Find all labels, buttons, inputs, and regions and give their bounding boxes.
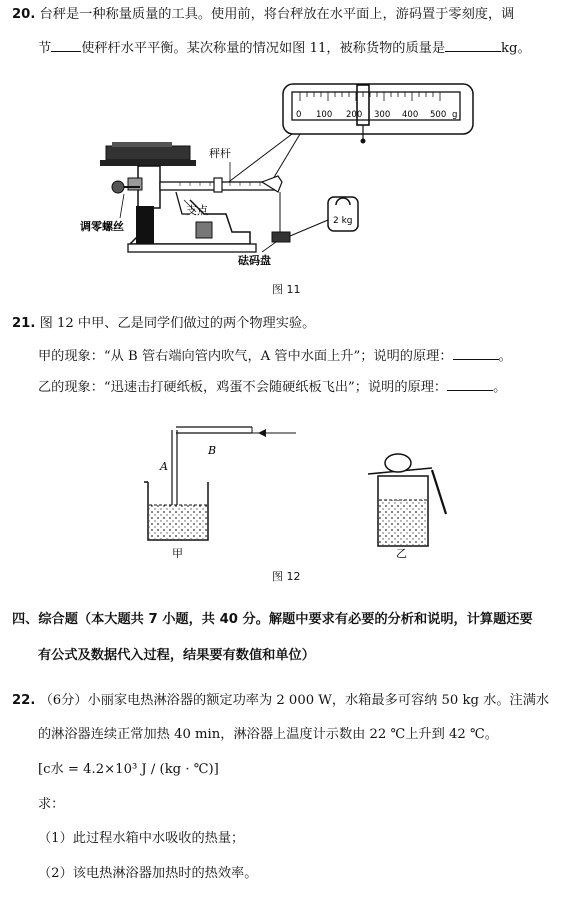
q22-text-line1: （6分）小丽家电热淋浴器的额定功率为 2 000 W，水箱最多可容纳 50 kg 水。注满水: [39, 693, 550, 708]
label-yi: 乙: [396, 547, 407, 560]
airflow-arrow-head: [258, 429, 266, 437]
q21-jia-line: [38, 347, 512, 366]
q21-yi-end: 。: [493, 380, 507, 395]
label-a: A: [160, 460, 168, 473]
q21-yi-text: 乙的现象：“迅速击打硬纸板，鸡蛋不会随硬纸板飞出”；说明的原理：: [38, 380, 448, 395]
striking-stick: [432, 470, 446, 514]
q21-blank-jia[interactable]: [453, 347, 499, 360]
tick-label-0: 0: [296, 110, 302, 120]
egg: [385, 454, 411, 472]
q22-number: 22.: [12, 693, 36, 708]
figure-12-caption: 图 12: [272, 570, 301, 583]
tick-label-100: 100: [316, 110, 333, 120]
tick-label-unit: g: [452, 110, 458, 120]
q22-sub2: （2）该电热淋浴器加热时的热效率。: [38, 866, 258, 881]
water-yi: [379, 500, 427, 545]
q21-intro-line: [12, 315, 315, 333]
q22-sub1: （1）此过程水箱中水吸收的热量；: [38, 831, 245, 846]
q20-unit: kg。: [501, 41, 531, 56]
q21-number: 21.: [12, 316, 36, 331]
platform-pan: [106, 146, 190, 160]
tick-label-300: 300: [374, 110, 391, 120]
q22-line2: 的淋浴器连续正常加热 40 min，淋浴器上温度计示数由 22 ℃上升到 42 ℃。: [38, 727, 498, 742]
q21-blank-yi[interactable]: [447, 378, 493, 391]
label-fulcrum: 支点: [186, 204, 208, 217]
q21-jia-text: 甲的现象：“从 B 管右端向管内吹气，A 管中水面上升”；说明的原理：: [38, 349, 453, 364]
zero-screw-knob: [112, 181, 124, 193]
label-jia: 甲: [172, 547, 183, 560]
tick-label-200: 200: [346, 110, 363, 120]
q21-intro: 图 12 中甲、乙是同学们做过的两个物理实验。: [39, 316, 316, 331]
q21-yi-line: [38, 378, 506, 397]
water-jia: [149, 505, 207, 539]
q20-text-line2b: 使秤杆水平平衡。某次称量的情况如图 11，被称货物的质量是: [81, 41, 446, 56]
q21-jia-end: 。: [498, 349, 512, 364]
q20-text-line2a: 节: [38, 41, 52, 56]
section-4-heading-line1: 四、综合题（本大题共 7 小题，共 40 分。解题中要求有必要的分析和说明，计算题还要: [12, 612, 533, 627]
q20-number: 20.: [12, 7, 36, 22]
q22-ask: 求：: [38, 797, 65, 812]
q20-text-line1: 台秤是一种称量质量的工具。使用前，将台秤放在水平面上，游码置于零刻度，调: [39, 7, 515, 22]
label-beam: 秤杆: [209, 147, 231, 160]
figure-11-caption: 图 11: [272, 283, 301, 296]
label-weight-pan: 砝码盘: [238, 254, 271, 267]
section-4-heading-line2: 有公式及数据代入过程，结果要有数值和单位）: [38, 648, 315, 663]
label-zero-screw: 调零螺丝: [80, 220, 124, 233]
weight-pan: [272, 232, 290, 242]
q22-line1: [12, 692, 549, 710]
slider-rider: [214, 178, 222, 192]
weight-label: 2 kg: [333, 216, 353, 226]
q22-formula: [c水 = 4.2×10³ J / (kg · ℃)]: [38, 762, 219, 777]
tick-label-400: 400: [402, 110, 419, 120]
tick-label-500: 500: [430, 110, 447, 120]
label-b: B: [208, 444, 217, 457]
